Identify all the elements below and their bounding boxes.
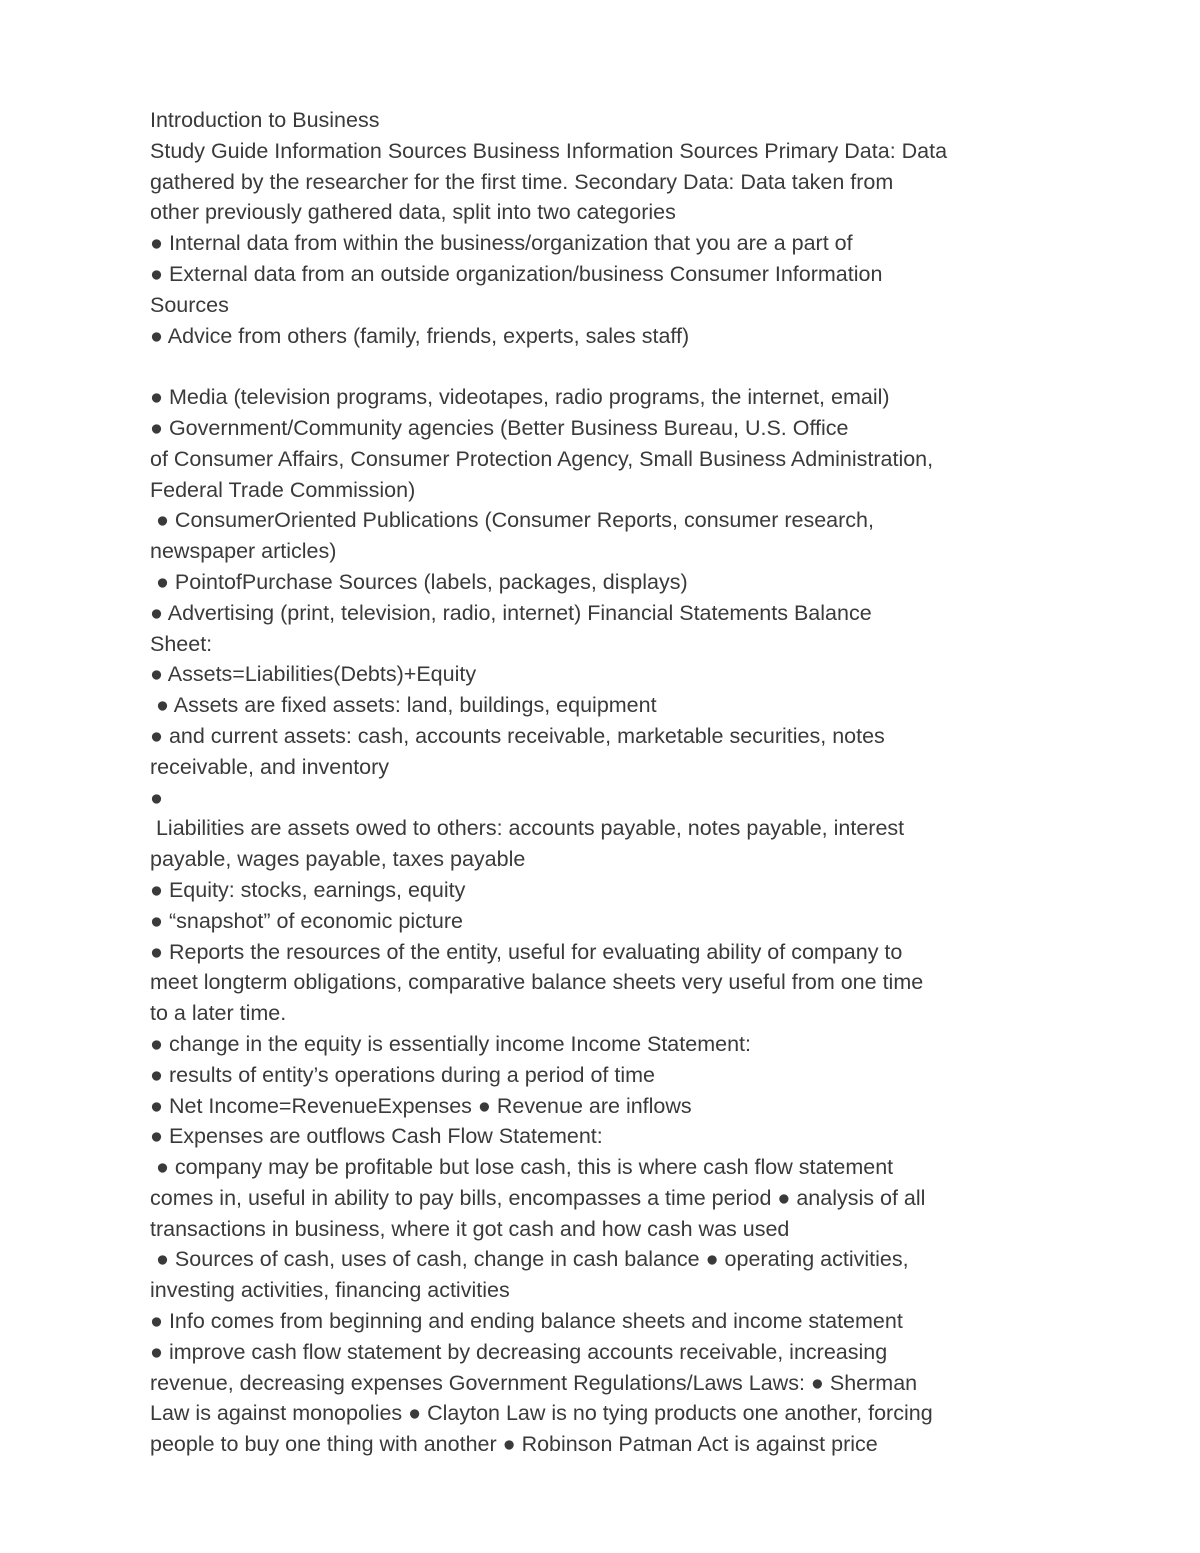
text-line: Law is against monopolies ● Clayton Law is no tying products one another, forcing [150,1401,933,1426]
text-line: Sources [150,292,229,317]
bullet-line: ● change in the equity is essentially income Income Statement: [150,1031,751,1056]
text-line: Liabilities are assets owed to others: accounts payable, notes payable, interest [150,816,905,841]
text-line: gathered by the researcher for the first time. Secondary Data: Data taken from [150,169,894,194]
document-title: Introduction to Business [150,108,380,132]
document-text [150,105,1070,1460]
text-line: investing activities, financing activities [150,1278,510,1303]
text-line: meet longterm obligations, comparative balance sheets very useful from one time [150,970,924,995]
bullet-line: ● Advertising (print, television, radio, internet) Financial Statements Balance [150,600,872,625]
bullet-line: ● Net Income=RevenueExpenses ● Revenue are inflows [150,1093,692,1118]
bullet-line: ● Sources of cash, uses of cash, change in cash balance ● operating activities, [150,1247,909,1272]
bullet-line: ● Media (television programs, videotapes, radio programs, the internet, email) [150,385,890,410]
text-line: people to buy one thing with another ● Robinson Patman Act is against price [150,1432,878,1457]
text-line: Federal Trade Commission) [150,477,416,502]
bullet-line: ● External data from an outside organization/business Consumer Information [150,261,883,286]
bullet-line: ● results of entity’s operations during a period of time [150,1062,655,1087]
text-line: transactions in business, where it got cash and how cash was used [150,1216,790,1241]
bullet-line: ● Government/Community agencies (Better Business Bureau, U.S. Office [150,415,849,440]
bullet-line: ● Assets=Liabilities(Debts)+Equity [150,662,477,687]
bullet-line: ● improve cash flow statement by decreasing accounts receivable, increasing [150,1339,888,1364]
text-line: of Consumer Affairs, Consumer Protection Agency, Small Business Administration, [150,446,934,471]
text-line: Study Guide Information Sources Business Information Sources Primary Data: Data [150,138,948,163]
bullet-line: ● “snapshot” of economic picture [150,908,463,933]
bullet-line: ● company may be profitable but lose cash, this is where cash flow statement [150,1155,894,1180]
blank-line [150,351,1070,382]
bullet-line: ● Internal data from within the business/organization that you are a part of [150,231,853,256]
text-line: revenue, decreasing expenses Government Regulations/Laws Laws: ● Sherman [150,1370,918,1395]
text-line: to a later time. [150,1001,287,1026]
text-line: newspaper articles) [150,539,337,564]
bullet-line: ● and current assets: cash, accounts receivable, marketable securities, notes [150,723,885,748]
bullet-line: ● Equity: stocks, earnings, equity [150,877,466,902]
bullet-line: ● ConsumerOriented Publications (Consumer Reports, consumer research, [150,508,874,533]
bullet-line: ● Reports the resources of the entity, useful for evaluating ability of company to [150,939,903,964]
bullet-line: ● Assets are fixed assets: land, buildings, equipment [150,693,657,718]
text-line: payable, wages payable, taxes payable [150,847,526,872]
text-line: comes in, useful in ability to pay bills, encompasses a time period ● analysis of all [150,1185,926,1210]
bullet-line: ● [150,785,163,810]
bullet-line: ● Info comes from beginning and ending balance sheets and income statement [150,1309,903,1334]
text-line: Sheet: [150,631,213,656]
text-line: other previously gathered data, split into two categories [150,200,676,225]
bullet-line: ● PointofPurchase Sources (labels, packages, displays) [150,569,688,594]
bullet-line: ● Expenses are outflows Cash Flow Statement: [150,1124,603,1149]
text-line: receivable, and inventory [150,754,390,779]
bullet-line: ● Advice from others (family, friends, experts, sales staff) [150,323,690,348]
